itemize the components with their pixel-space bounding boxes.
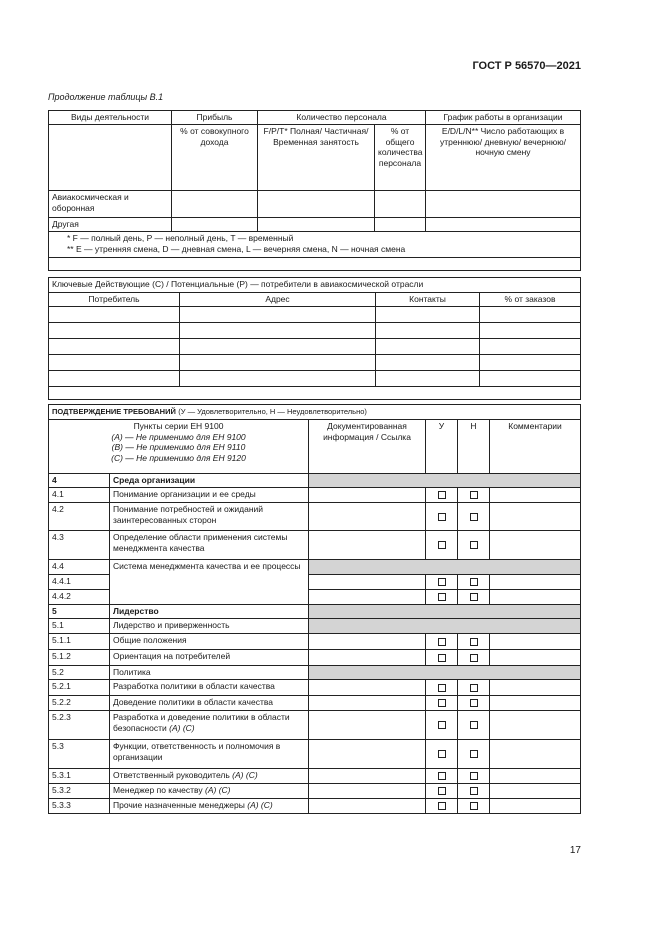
clause-row: 5.3.2 Менеджер по качеству (А) (С) xyxy=(49,784,581,799)
unsatisfactory-checkbox[interactable] xyxy=(470,772,478,780)
clause-row: 4.4 Система менеджмента качества и ее процессы xyxy=(49,560,581,575)
clause-row: 5.2.1 Разработка политики в области качества xyxy=(49,680,581,696)
unsatisfactory-checkbox[interactable] xyxy=(470,578,478,586)
table-continuation-caption: Продолжение таблицы В.1 xyxy=(48,92,164,102)
unsatisfactory-checkbox[interactable] xyxy=(470,593,478,601)
clause-row: 4.3 Определение области применения системы менеджмента качества xyxy=(49,531,581,560)
col-address: Адрес xyxy=(180,293,376,307)
col-documentation: Документированная информация / Ссылка xyxy=(309,420,426,474)
customer-row xyxy=(49,323,581,339)
satisfactory-checkbox[interactable] xyxy=(438,491,446,499)
col-consumer: Потребитель xyxy=(49,293,180,307)
sub-profit: % от совокупного дохода xyxy=(172,125,258,191)
col-unsatisfactory: Н xyxy=(458,420,490,474)
unsatisfactory-checkbox[interactable] xyxy=(470,699,478,707)
clause-row: 4.1 Понимание организации и ее среды xyxy=(49,488,581,503)
satisfactory-checkbox[interactable] xyxy=(438,699,446,707)
satisfactory-checkbox[interactable] xyxy=(438,513,446,521)
note-employment: * F — полный день, P — неполный день, T — временный xyxy=(67,233,294,243)
clause-row: 4.4.2 xyxy=(49,590,581,605)
col-activity: Виды деятельности xyxy=(49,111,172,125)
col-staff: Количество персонала xyxy=(258,111,426,125)
requirements-title-row xyxy=(49,405,581,420)
col-contacts: Контакты xyxy=(376,293,480,307)
col-profit: Прибыль xyxy=(172,111,258,125)
satisfactory-checkbox[interactable] xyxy=(438,772,446,780)
satisfactory-checkbox[interactable] xyxy=(438,787,446,795)
unsatisfactory-checkbox[interactable] xyxy=(470,638,478,646)
clause-row: 5.1.1 Общие положения xyxy=(49,634,581,650)
note-shifts: ** E — утренняя смена, D — дневная смена, L — вечерняя смена, N — ночная смена xyxy=(67,243,406,254)
satisfactory-checkbox[interactable] xyxy=(438,750,446,758)
activity-table xyxy=(48,110,581,271)
clause-row: 5.3.1 Ответственный руководитель (А) (С) xyxy=(49,769,581,784)
clause-row: 5.3.3 Прочие назначенные менеджеры (А) (С) xyxy=(49,799,581,814)
satisfactory-checkbox[interactable] xyxy=(438,684,446,692)
requirements-table xyxy=(48,404,581,814)
col-comments: Комментарии xyxy=(490,420,581,474)
col-satisfactory: У xyxy=(426,420,458,474)
customer-row xyxy=(49,307,581,323)
satisfactory-checkbox[interactable] xyxy=(438,638,446,646)
unsatisfactory-checkbox[interactable] xyxy=(470,684,478,692)
clause-row: 5.2.3 Разработка и доведение политики в области безопасности (А) (С) xyxy=(49,711,581,740)
satisfactory-checkbox[interactable] xyxy=(438,541,446,549)
clause-row: 5.1 Лидерство и приверженность xyxy=(49,619,581,634)
unsatisfactory-checkbox[interactable] xyxy=(470,491,478,499)
satisfactory-checkbox[interactable] xyxy=(438,721,446,729)
section-row: 4 Среда организации xyxy=(49,474,581,488)
unsatisfactory-checkbox[interactable] xyxy=(470,787,478,795)
page-number: 17 xyxy=(569,845,581,856)
clause-row: 5.2.2 Доведение политики в области качества xyxy=(49,696,581,711)
unsatisfactory-checkbox[interactable] xyxy=(470,654,478,662)
clause-row: 4.4.1 xyxy=(49,575,581,590)
clause-row: 5.3 Функции, ответственность и полномочия в организации xyxy=(49,740,581,769)
customers-title: Ключевые Действующие (С) / Потенциальные (Р) — потребители в авиакосмической отрасли xyxy=(49,278,581,293)
activity-notes xyxy=(49,232,581,258)
activity-row-label: Авиакосмическая и оборонная xyxy=(49,191,172,218)
customer-row xyxy=(49,355,581,371)
col-schedule: График работы в организации xyxy=(426,111,581,125)
requirements-legend: (У — Удовлетворительно, Н — Неудовлетворительно) xyxy=(178,407,367,416)
satisfactory-checkbox[interactable] xyxy=(438,802,446,810)
section-row: 5 Лидерство xyxy=(49,605,581,619)
requirements-title: ПОДТВЕРЖДЕНИЕ ТРЕБОВАНИЙ xyxy=(52,407,176,416)
customer-row xyxy=(49,371,581,387)
satisfactory-checkbox[interactable] xyxy=(438,578,446,586)
sub-schedule: E/D/L/N** Число работающих в утреннюю/ дневную/ вечернюю/ ночную смену xyxy=(426,125,581,191)
unsatisfactory-checkbox[interactable] xyxy=(470,513,478,521)
sub-staff-type: F/P/T* Полная/ Частичная/ Временная занятость xyxy=(258,125,375,191)
customer-row xyxy=(49,339,581,355)
customers-table xyxy=(48,277,581,400)
col-orders: % от заказов xyxy=(480,293,581,307)
unsatisfactory-checkbox[interactable] xyxy=(470,750,478,758)
satisfactory-checkbox[interactable] xyxy=(438,593,446,601)
unsatisfactory-checkbox[interactable] xyxy=(470,721,478,729)
unsatisfactory-checkbox[interactable] xyxy=(470,541,478,549)
unsatisfactory-checkbox[interactable] xyxy=(470,802,478,810)
clause-row: 5.1.2 Ориентация на потребителей xyxy=(49,650,581,666)
sub-staff-pct: % от общего количества персонала xyxy=(375,125,426,191)
activity-row-label: Другая xyxy=(49,218,172,232)
clause-row: 5.2 Политика xyxy=(49,666,581,680)
document-standard-number: ГОСТ Р 56570—2021 xyxy=(472,60,581,72)
satisfactory-checkbox[interactable] xyxy=(438,654,446,662)
col-en-items: Пункты серии ЕН 9100 (А) — Не применимо для ЕН 9100 (В) — Не применимо для ЕН 9110 (С) — Не применимо для ЕН 9120 xyxy=(49,420,309,474)
clause-row: 4.2 Понимание потребностей и ожиданий заинтересованных сторон xyxy=(49,503,581,531)
